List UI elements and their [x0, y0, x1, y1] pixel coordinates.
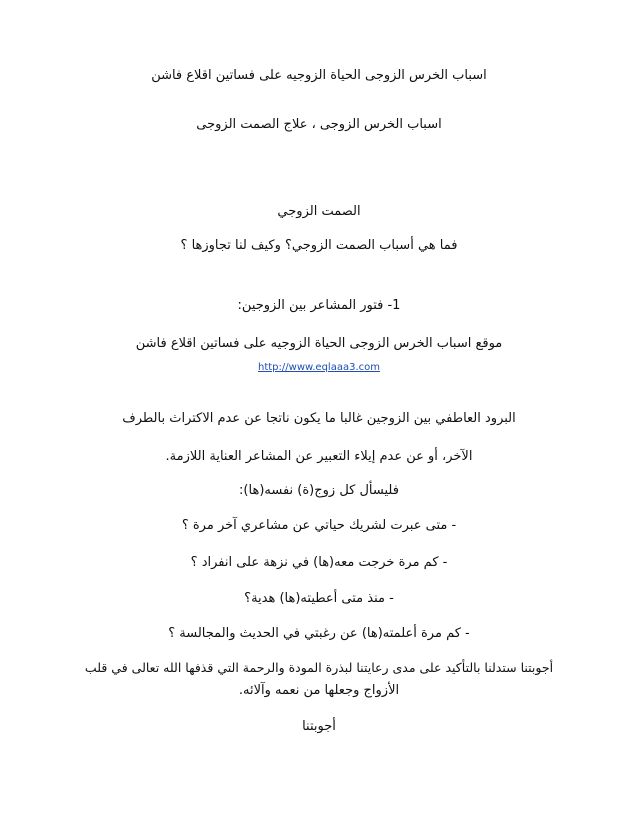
answer-line-2: الأزواج وجعلها من نعمه وآلائه.	[238, 683, 400, 698]
link-row	[0, 358, 638, 377]
closing-line: أجوبتنا	[302, 719, 336, 734]
document-title: اسباب الخرس الزوجى الحياة الزوجيه على فساتين اقلاع فاشن	[151, 68, 487, 83]
answer-line-1: أجوبتنا ستدلنا بالتأكيد على مدى رعايتنا لبذرة المودة والرحمة التي قذفها الله تعالى في قلب	[84, 660, 554, 675]
document-subtitle: اسباب الخرس الزوجى ، علاج الصمت الزوجى	[196, 117, 442, 132]
section-heading: الصمت الزوجي	[277, 204, 361, 219]
paragraph-1-line-1: البرود العاطفي بين الزوجين غالبا ما يكون ناتجا عن عدم الاكتراث بالطرف	[122, 411, 516, 426]
question-item-3: - منذ متى أعطيته(ها) هدية؟	[244, 591, 394, 606]
site-line: موقع اسباب الخرس الزوجى الحياة الزوجيه على فساتين اقلاع فاشن	[135, 336, 503, 351]
question-item-4: - كم مرة أعلمته(ها) عن رغبتي في الحديث والمجالسة ؟	[168, 626, 470, 641]
question-item-1: - متى عبرت لشريك حياتي عن مشاعري آخر مرة ؟	[181, 518, 457, 533]
question-line: فما هي أسباب الصمت الزوجي؟ وكيف لنا تجاوزها ؟	[180, 238, 458, 253]
site-link[interactable]: http://www.eqlaaa3.com	[258, 362, 380, 373]
point-1-heading: 1- فتور المشاعر بين الزوجين:	[237, 298, 401, 313]
question-item-2: - كم مرة خرجت معه(ها) في نزهة على انفراد ؟	[190, 555, 448, 570]
ask-line: فليسأل كل زوج(ة) نفسه(ها):	[239, 483, 399, 498]
paragraph-1-line-2: الآخر، أو عن عدم إيلاء التعبير عن المشاعر العناية اللازمة.	[165, 449, 473, 464]
